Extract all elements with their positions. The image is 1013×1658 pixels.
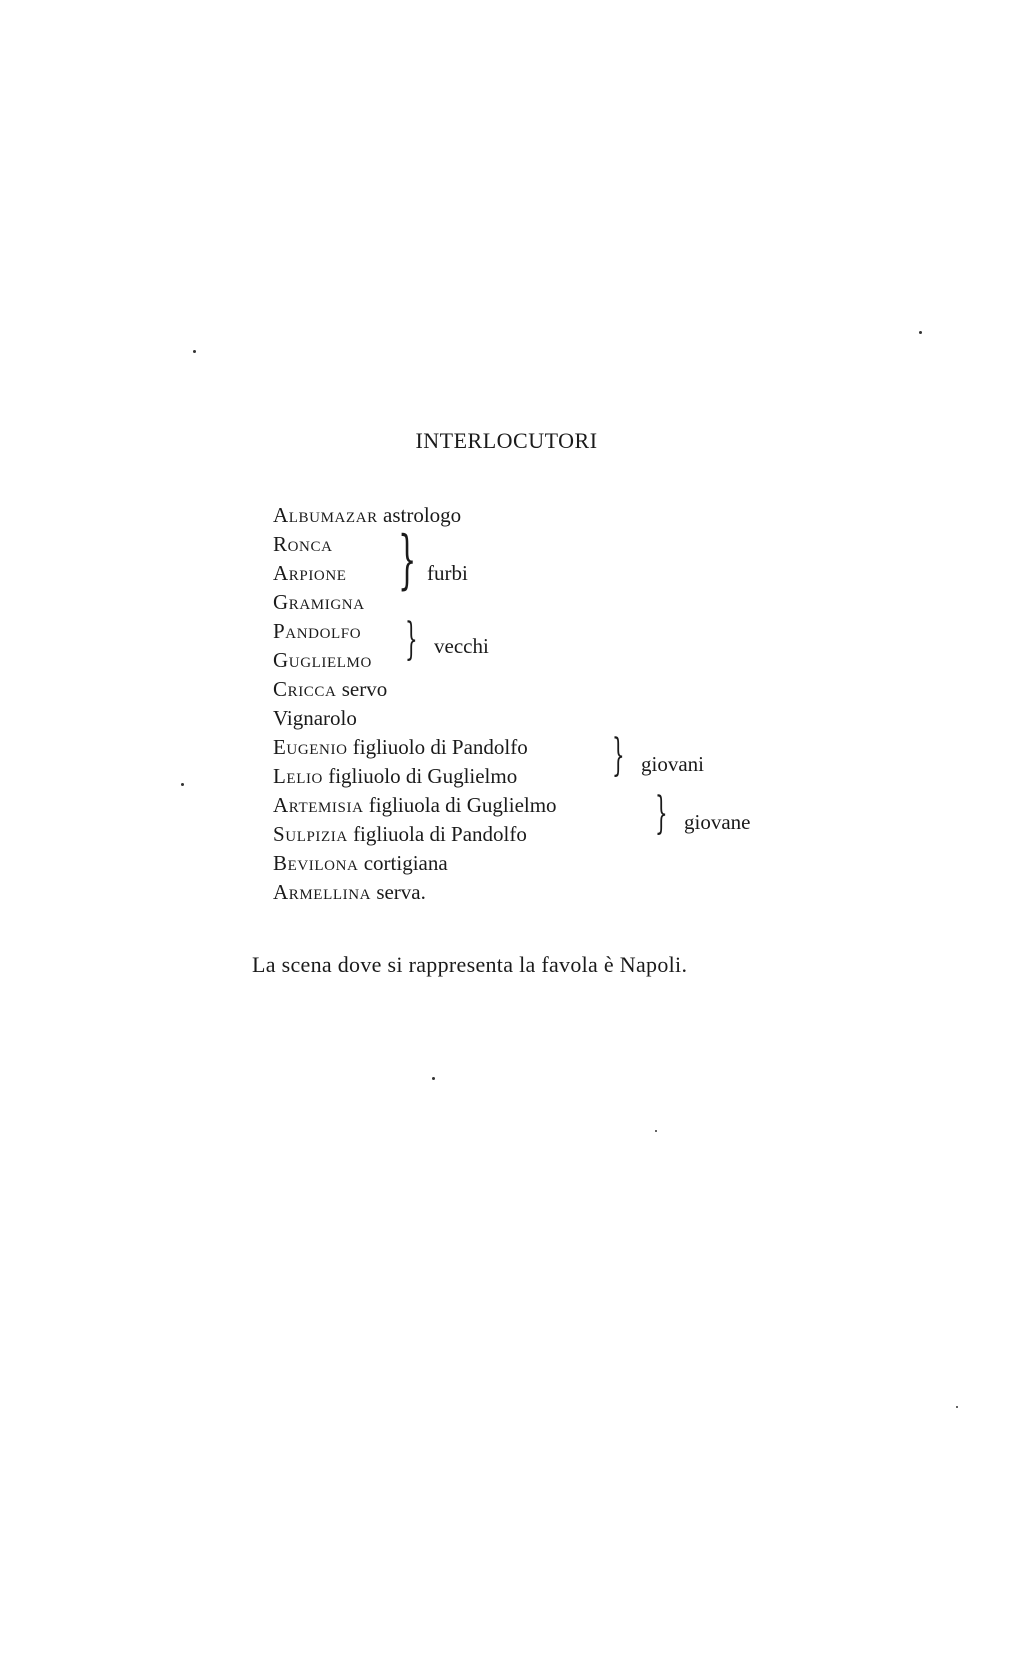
character-name: Pandolfo [273,619,362,643]
character-line [273,851,448,876]
group-label-vecchi: vecchi [434,634,489,658]
character-name: Sulpizia [273,822,348,846]
group-label-furbi: furbi [427,561,468,585]
character-line [273,503,461,528]
character-description: cortigiana [363,851,448,875]
group-label-giovane: giovane [684,810,751,834]
page-title: INTERLOCUTORI [415,428,598,453]
character-name: Armellina [273,880,372,904]
character-description: figliuola di Pandolfo [353,822,527,846]
character-description: serva. [376,880,426,904]
scan-speck [432,1077,435,1080]
character-name: Cricca [273,677,337,701]
character-line [273,764,517,789]
scan-speck [655,1130,657,1132]
group-label-giovani: giovani [641,752,704,776]
character-description: Vignarolo [273,706,357,730]
character-line [273,561,347,586]
character-line [273,793,557,818]
curly-brace-icon: } [405,614,418,665]
character-name: Ronca [273,532,333,556]
character-name: Lelio [273,764,323,788]
character-name: Bevilona [273,851,359,875]
character-line [273,590,365,615]
character-name: Gramigna [273,590,365,614]
character-line [273,677,387,702]
curly-brace-icon: } [655,788,668,839]
character-line [273,706,357,731]
scan-speck [193,350,196,353]
character-description: figliuola di Guglielmo [368,793,557,817]
character-name: Eugenio [273,735,348,759]
character-name: Arpione [273,561,347,585]
scan-speck [181,783,184,786]
character-description: figliuolo di Pandolfo [352,735,528,759]
character-line [273,880,426,905]
character-name: Albumazar [273,503,378,527]
character-line [273,735,528,760]
character-line [273,822,527,847]
curly-brace-icon: } [398,523,417,597]
character-line [273,648,372,673]
character-name: Artemisia [273,793,364,817]
scan-speck [919,331,922,334]
character-description: astrologo [383,503,462,527]
scan-speck [956,1406,958,1408]
setting-note: La scena dove si rappresenta la favola è Napoli. [252,952,688,977]
character-description: servo [341,677,388,701]
curly-brace-icon: } [612,730,625,781]
character-line [273,619,361,644]
character-description: figliuolo di Guglielmo [328,764,518,788]
character-line [273,532,333,557]
character-name: Guglielmo [273,648,372,672]
